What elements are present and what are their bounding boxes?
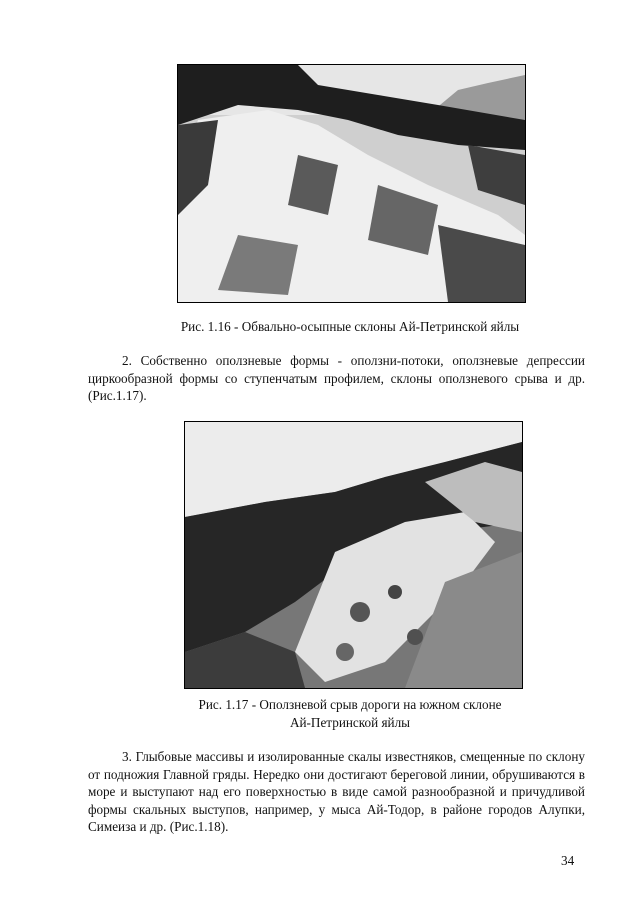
figure-1-17-caption-line-1: Рис. 1.17 - Оползневой срыв дороги на южном склоне	[198, 697, 502, 712]
figure-1-16-photo	[177, 64, 526, 303]
figure-1-17-caption	[120, 696, 580, 732]
figure-1-16-caption: Рис. 1.16 - Обвально-осыпные склоны Ай-Петринской яйлы	[180, 319, 520, 334]
landscape-photo-image	[178, 65, 525, 302]
page-number: 34	[561, 853, 575, 868]
figure-1-17-photo	[184, 421, 523, 689]
paragraph-block-masses	[88, 748, 585, 836]
figure-1-17-caption-line-2: Ай-Петринской яйлы	[289, 715, 411, 730]
paragraph-text: 3. Глыбовые массивы и изолированные скалы известняков, смещенные по склону от подножия Главной гряды. Нередко они достигают береговой линии, обрушиваются в море и выступают над его поверхностью в виде самой разнообразной и причудливой формы скальных выступов, например, у мыса Ай-Тодор, в районе городов Алупки, Симеиза и др. (Рис.1.18).	[88, 749, 585, 835]
paragraph-landslide-forms	[88, 352, 585, 405]
landslide-photo-image	[185, 422, 522, 688]
paragraph-text: 2. Собственно оползневые формы - оползни-потоки, оползневые депрессии циркообразной формы со ступенчатым профилем, склоны оползневого срыва и др. (Рис.1.17).	[88, 353, 585, 404]
